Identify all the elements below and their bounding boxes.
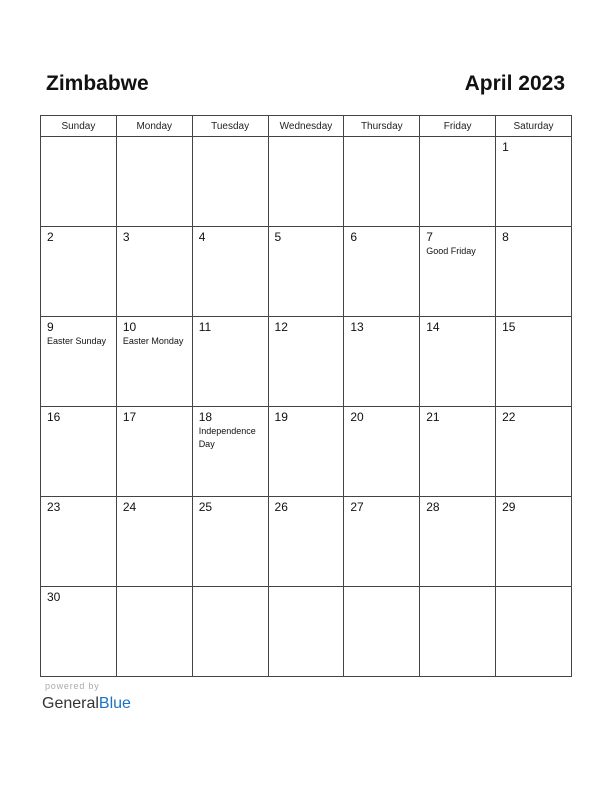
week-row [41, 137, 572, 227]
day-cell [344, 587, 420, 677]
day-number: 21 [426, 410, 440, 424]
day-cell-content [41, 227, 116, 245]
day-cell-content [193, 587, 268, 590]
day-cell-content [496, 227, 571, 245]
day-cell [116, 587, 192, 677]
day-cell [116, 317, 192, 407]
day-cell-content [269, 407, 344, 425]
day-number: 18 [198, 410, 213, 424]
day-cell [41, 587, 117, 677]
weekday-tuesday: Tuesday [192, 116, 268, 137]
day-cell [41, 317, 117, 407]
day-cell-content [344, 587, 419, 590]
day-number: 8 [502, 230, 509, 244]
day-cell [192, 227, 268, 317]
day-cell [41, 497, 117, 587]
day-cell-content [269, 317, 344, 335]
day-cell-content [420, 137, 495, 140]
weekday-thursday: Thursday [344, 116, 420, 137]
day-cell [420, 407, 496, 497]
holiday-label: Good Friday [426, 246, 476, 256]
brand-blue-text: Blue [98, 695, 131, 712]
day-number: 29 [502, 500, 516, 514]
day-cell [116, 407, 192, 497]
weekday-saturday: Saturday [496, 116, 572, 137]
holiday-label: Easter Sunday [47, 336, 107, 346]
day-cell [344, 407, 420, 497]
powered-by-text: powered by [45, 681, 100, 691]
week-row [41, 317, 572, 407]
day-cell-content [41, 137, 116, 140]
day-number: 2 [47, 230, 54, 244]
day-cell-content [193, 497, 268, 515]
brand-general-text: General [42, 695, 99, 712]
day-cell [192, 587, 268, 677]
week-row [41, 407, 572, 497]
calendar-grid [40, 115, 572, 677]
day-cell-content [41, 407, 116, 425]
day-cell [41, 407, 117, 497]
day-cell [116, 227, 192, 317]
day-cell [192, 137, 268, 227]
week-row [41, 227, 572, 317]
day-number: 24 [122, 500, 137, 514]
day-cell [496, 497, 572, 587]
day-cell-content [420, 497, 495, 515]
day-cell-content [41, 497, 116, 515]
day-cell-content [420, 317, 495, 335]
day-cell-content [117, 497, 192, 515]
day-cell-content [344, 407, 419, 425]
day-number: 6 [350, 230, 358, 244]
day-cell [344, 497, 420, 587]
footer-branding [42, 681, 131, 714]
day-cell-content [496, 317, 571, 335]
day-cell [496, 227, 572, 317]
day-cell-content [496, 407, 571, 425]
day-number: 16 [47, 410, 61, 424]
day-number: 26 [274, 500, 288, 514]
day-cell-content [496, 497, 571, 515]
day-number: 20 [350, 410, 364, 424]
day-cell-content [41, 587, 116, 605]
day-cell [344, 137, 420, 227]
day-number: 3 [122, 230, 130, 244]
day-cell-content [420, 227, 495, 258]
weekday-wednesday: Wednesday [268, 116, 344, 137]
day-cell-content [496, 137, 571, 155]
day-cell [496, 587, 572, 677]
day-cell-content [420, 587, 495, 590]
week-row [41, 587, 572, 677]
country-title: Zimbabwe [46, 72, 149, 95]
day-cell [344, 317, 420, 407]
holiday-label: Easter Monday [122, 336, 184, 346]
day-cell-content [117, 317, 192, 348]
day-cell-content [117, 587, 192, 590]
day-number: 30 [47, 590, 61, 604]
day-cell [268, 407, 344, 497]
week-row [41, 497, 572, 587]
month-year-title: April 2023 [464, 72, 565, 95]
day-cell-content [496, 587, 571, 590]
day-cell [268, 497, 344, 587]
day-cell [116, 137, 192, 227]
day-cell-content [344, 137, 419, 140]
day-cell-content [269, 137, 344, 140]
day-number: 10 [122, 320, 137, 334]
day-number: 14 [426, 320, 440, 334]
day-cell-content [344, 317, 419, 335]
day-cell-content [269, 587, 344, 590]
day-cell-content [420, 407, 495, 425]
day-number: 9 [47, 320, 54, 334]
day-number: 19 [274, 410, 288, 424]
day-cell [116, 497, 192, 587]
day-cell [496, 407, 572, 497]
day-cell [420, 137, 496, 227]
day-number: 22 [502, 410, 516, 424]
day-number: 7 [426, 230, 433, 244]
weekday-header-row [41, 116, 572, 137]
day-cell [268, 137, 344, 227]
weekday-monday: Monday [116, 116, 192, 137]
brand-logo[interactable] [42, 694, 131, 714]
day-cell [496, 317, 572, 407]
day-cell-content [117, 227, 192, 245]
day-number: 11 [198, 320, 212, 334]
day-number: 5 [274, 230, 282, 244]
day-number: 15 [502, 320, 516, 334]
day-cell-content [344, 497, 419, 515]
day-number: 12 [274, 320, 288, 334]
day-cell-content [193, 227, 268, 245]
day-number: 17 [122, 410, 137, 424]
day-cell-content [117, 137, 192, 140]
day-number: 4 [198, 230, 206, 244]
day-cell-content [193, 407, 268, 451]
day-cell [192, 407, 268, 497]
day-cell [268, 587, 344, 677]
day-cell [420, 317, 496, 407]
holiday-label: Independence Day [198, 426, 256, 449]
day-cell [192, 497, 268, 587]
day-cell-content [193, 317, 268, 335]
day-number: 27 [350, 500, 364, 514]
day-cell [496, 137, 572, 227]
weekday-friday: Friday [420, 116, 496, 137]
day-cell [344, 227, 420, 317]
day-number: 28 [426, 500, 440, 514]
day-cell-content [117, 407, 192, 425]
day-number: 23 [47, 500, 61, 514]
day-cell [268, 227, 344, 317]
day-number: 13 [350, 320, 364, 334]
day-cell [420, 497, 496, 587]
day-cell [420, 587, 496, 677]
day-cell-content [269, 227, 344, 245]
day-cell-content [193, 137, 268, 140]
day-cell [41, 227, 117, 317]
day-cell [41, 137, 117, 227]
day-cell-content [41, 317, 116, 348]
day-cell [420, 227, 496, 317]
day-number: 1 [502, 140, 509, 154]
day-cell [268, 317, 344, 407]
day-number: 25 [198, 500, 213, 514]
weekday-sunday: Sunday [41, 116, 117, 137]
day-cell-content [269, 497, 344, 515]
day-cell [192, 317, 268, 407]
day-cell-content [344, 227, 419, 245]
